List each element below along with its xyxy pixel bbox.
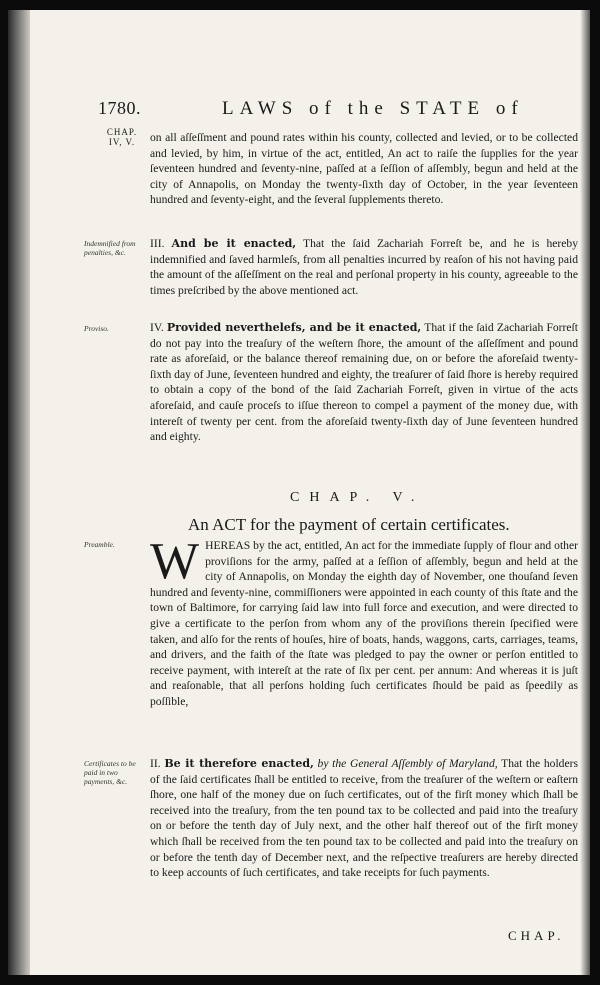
margin-note-certificates: Certificates to be paid in two payments, &c. (84, 759, 136, 786)
section-2 (150, 756, 578, 881)
preamble-text: HEREAS by the act, entitled, An act for the immediate ſupply of flour and other proviſions for the army, paſſed at a ſeſſion of aſſembly, begun and held at the city of Annapolis, on Monday the eighth day of November, one thouſand ſeven hundred and ſeventy-nine, commiſſioners were appointed in each county of this ſtate and the town of Baltimore, for carrying ſaid law into full force and execution, and were directed to give a certificate to the perſon from whom any of the proviſions therein ſpecified were taken, and alſo for the rents of houſes, hire of boats, hands, waggons, carts, carriages, teams, and drivers, and the faith of the ſtate was pledged to pay the owner or perſon entitled to receive payment, with intereſt at the rate of ſix per cent. per annum: And whereas it is juſt and reaſonable, that all perſons holding ſuch certificates ſhould be paid as ſpeedily as poſſible, (150, 539, 578, 708)
binding-gutter (8, 10, 30, 975)
chapter-heading: CHAP. V. (290, 490, 425, 505)
section-text: That if the ſaid Zachariah Forreſt do not pay into the treaſury of the weſtern ſhore, the amount of the aſſeſſment and pound rate as aforeſaid, or the balance thereof remaining due, on or before the aforeſaid twenty-ſixth day of June, ſeventeen hundred and eighty, the treaſurer of ſaid ſhore is hereby required to obtain a copy of the bond of the ſaid Zachariah Forreſt, given in virtue of the acts aforeſaid, and cauſe proceſs to iſſue thereon to compel a payment of the money due, with intereſt of twenty per cent. from the aforeſaid twenty-ſixth day of June ſeventeen hundred and eighty. (150, 321, 578, 444)
section-number: IV. (150, 321, 164, 334)
section-lead: Be it therefore enacted, (164, 757, 314, 770)
preamble (150, 533, 578, 710)
section-number: II. (150, 757, 161, 770)
section-text: That the ſaid Zachariah Forreſt be, and he is hereby indemnified and ſaved harmleſs, from all penalties incurred by reaſon of his not having paid the amount of the aſſeſſment on the real and perſonal property in his county, agreeable to the times preſcribed by the above mentioned act. (150, 237, 578, 297)
catchword: CHAP. (508, 928, 565, 943)
drop-cap: W (150, 533, 200, 590)
section-lead: Provided neverthelefs, and be it enacted, (166, 321, 422, 334)
paragraph-text: on all aſſeſſment and pound rates within his county, collected and levied, or to be collected and levied, by him, in virtue of the act, entitled, An act to raiſe the ſupplies for the year ſeventeen hundred and ſeventy-nine, paſſed at a ſeſſion of aſſembly, begun and held at the city of Annapolis, on Monday the twenty-ſixth day of October, in the year ſeventeen hundred and ſeventy-eight, and the ſeveral ſupplements thereto. (150, 131, 578, 207)
section-text: That the holders of the ſaid certificates ſhall be entitled to receive, from the treaſurer of the weſtern or eaſtern ſhore, one half of the money due on ſuch certificates, out of the firſt money which ſhall be received into the treaſury, from the ten pound tax to be collected and paid into the treaſury on or before the tenth day of July next, and the other half thereof out of the firſt money which ſhall be received from the ten pound tax to be collected and paid into the treaſury on or before the tenth day of December next, and the reſpective treaſurers are hereby directed to keep accounts of ſuch certificates, and take receipts for ſuch payments. (150, 757, 578, 880)
act-title: An ACT for the payment of certain certificates. (188, 515, 510, 534)
margin-note-indemnified: Indemnified from penalties, &c. (84, 239, 136, 257)
section-4 (150, 320, 578, 445)
paragraph-continuation (150, 130, 578, 208)
margin-note-proviso: Proviso. (84, 324, 109, 333)
section-italic: by the General Aſſembly of Maryland, (317, 757, 498, 770)
margin-note-preamble: Preamble. (84, 540, 115, 549)
section-lead: And be it enacted, (171, 237, 297, 250)
section-number: III. (150, 237, 165, 250)
margin-chap-note: CHAP. IV, V. (106, 127, 138, 147)
page-edge (580, 10, 590, 975)
running-title: LAWS of the STATE of (222, 98, 524, 119)
section-3 (150, 236, 578, 298)
page-year: 1780. (98, 98, 141, 118)
page (8, 10, 590, 975)
